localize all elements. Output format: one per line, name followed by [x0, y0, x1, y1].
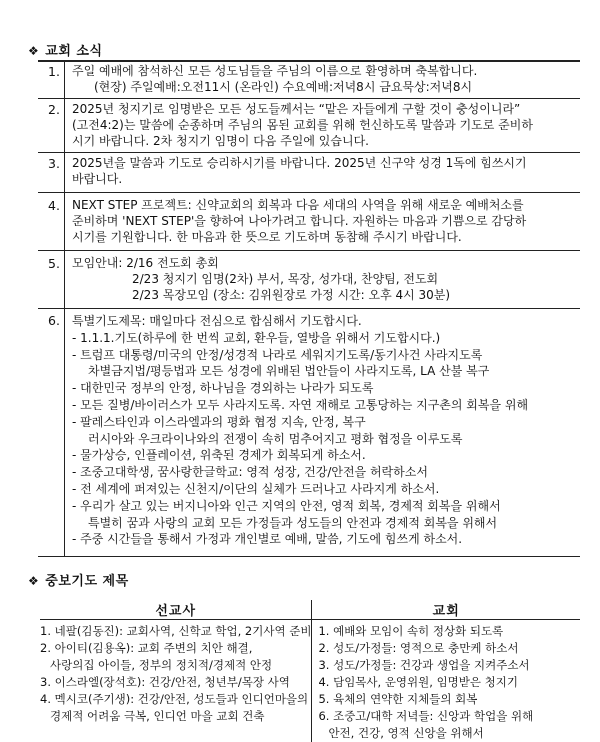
list-item: 경제적 어려움 극복, 인디언 마을 교회 건축 [40, 708, 311, 725]
notice-section-title: ❖ 교회 소식 [28, 40, 103, 59]
notice-divider [38, 250, 580, 251]
list-item: 4. 담임목사, 운영위원, 임명받은 청지기 [318, 674, 580, 691]
notice-divider [38, 308, 580, 309]
list-item: 3. 이스라엘(장석호): 건강/안전, 청년부/목장 사역 [40, 674, 311, 691]
list-item: 3. 성도/가정들: 건강과 생업을 지켜주소서 [318, 657, 580, 674]
list-item: 안전, 건강, 영적 신앙을 위해서 [318, 725, 580, 742]
notice-divider [38, 152, 580, 153]
notice-item-1-text: 주일 예배에 참석하신 모든 성도님들을 주님의 이름으로 환영하며 축복합니다. (현장) 주일예배:오전11시 (온라인) 수요예배:저녁8시 금요묵상:저녁8시 [72, 64, 576, 96]
notice-top-divider [38, 60, 580, 62]
notice-item-4-text: NEXT STEP 프로젝트: 신약교회의 회복과 다음 세대의 사역을 위해 새로운 예배처소를 준비하며 'NEXT STEP'을 향하여 나아가려고 합니다. 자원하는 마음과 기쁨으로 감당하 시기를 기원합니다. 한 마음과 한 뜻으로 기도하며 동참해 주시기 바랍니다. [72, 198, 576, 245]
notice-divider [38, 192, 580, 193]
church-prayer-list [312, 620, 580, 742]
notice-item-5-text: 모임안내: 2/16 전도회 총회 2/23 청지기 임명(2차) 부서, 목장, 성가대, 찬양팀, 전도회 2/23 목장모임 (장소: 김위원장로 가정 시간: 오후 4시 30분) [72, 256, 576, 303]
notice-item-6-text: 특별기도제목: 매일마다 전심으로 합심해서 기도합시다. - 1.1.1.기도(하루에 한 번씩 교회, 환우들, 열방을 위해서 기도합시다.) - 트럼프 대통령/미국의 안정/성경적 나라로 세워지기도록/동기사건 사라지도록 차별금지법/평등법과 모든 성경에 위배된 법안들이 사라지도록, LA 산불 복구 - 대한민국 정부의 안정, 하나님을 경외하는 나라가 되도록 - 모든 질병/바이러스가 모두 사라지도록. 자연 재해로 고통당하는 지구촌의 회복을 위해 - 팔레스타인과 이스라엘과의 평화 협정 지속, 안정, 복구 러시아와 우크라이나와의 전쟁이 속히 멈추어지고 평화 협정을 이루도록 - 물가상승, 인플레이션, 위축된 경제가 회복되게 하소서. - 조중고대학생, 꿈사랑한글학교: 영적 성장, 건강/안전을 허락하소서 - 전 세계에 퍼져있는 신천지/이단의 실체가 드러나고 사라지게 하소서. - 우리가 살고 있는 버지니아와 인근 지역의 안전, 영적 회복, 경제적 회복을 위해서 특별히 꿈과 사랑의 교회 모든 가정들과 성도들의 안전과 경제적 회복을 위해서 - 주중 시간들을 통해서 가정과 개인별로 예배, 말씀, 기도에 힘쓰게 하소서. [72, 313, 576, 548]
prayer-col-church: 교회 [312, 600, 580, 620]
list-item: 사랑의집 아이들, 정부의 정치적/경제적 안정 [40, 657, 311, 674]
list-item: 2. 성도/가정들: 영적으로 충만케 하소서 [318, 640, 580, 657]
list-item: 6. 조중고/대학 저녁들: 신앙과 학업을 위해 [318, 708, 580, 725]
list-item: 1. 네팔(김동진): 교회사역, 신학교 학업, 2기사역 준비 [40, 623, 311, 640]
list-item: 5. 육체의 연약한 지체들의 회복 [318, 691, 580, 708]
diamond-bullet-icon: ❖ [28, 574, 39, 588]
list-item: 1. 예배와 모임이 속히 정상화 되도록 [318, 623, 580, 640]
notice-number-column-divider [64, 62, 65, 557]
notice-item-3-text: 2025년을 말씀과 기도로 승리하시기를 바랍니다. 2025년 신구약 성경 1독에 힘쓰시기 바랍니다. [72, 156, 576, 188]
notice-divider [38, 98, 580, 99]
prayer-col-missionary: 선교사 [40, 600, 312, 620]
list-item: 2. 아이티(김용옥): 교회 주변의 치안 해결, [40, 640, 311, 657]
notice-item-2-text: 2025년 청지기로 임명받은 모든 성도들께서는 “맡은 자들에게 구할 것이 충성이니라” (고전4:2)는 말씀에 순종하며 주님의 몸된 교회를 위해 헌신하도록 말씀과 기도로 준비하 시기 바랍니다. 2차 청지기 임명이 다음 주일에 있습니다. [72, 102, 576, 149]
prayer-table [40, 600, 580, 742]
prayer-section-title: ❖ 중보기도 제목 [28, 570, 129, 589]
diamond-bullet-icon: ❖ [28, 44, 39, 58]
list-item: 4. 멕시코(주기생): 건강/안전, 성도들과 인디언마을의 [40, 691, 311, 708]
missionary-prayer-list [40, 620, 312, 742]
notice-bottom-divider [38, 556, 580, 557]
